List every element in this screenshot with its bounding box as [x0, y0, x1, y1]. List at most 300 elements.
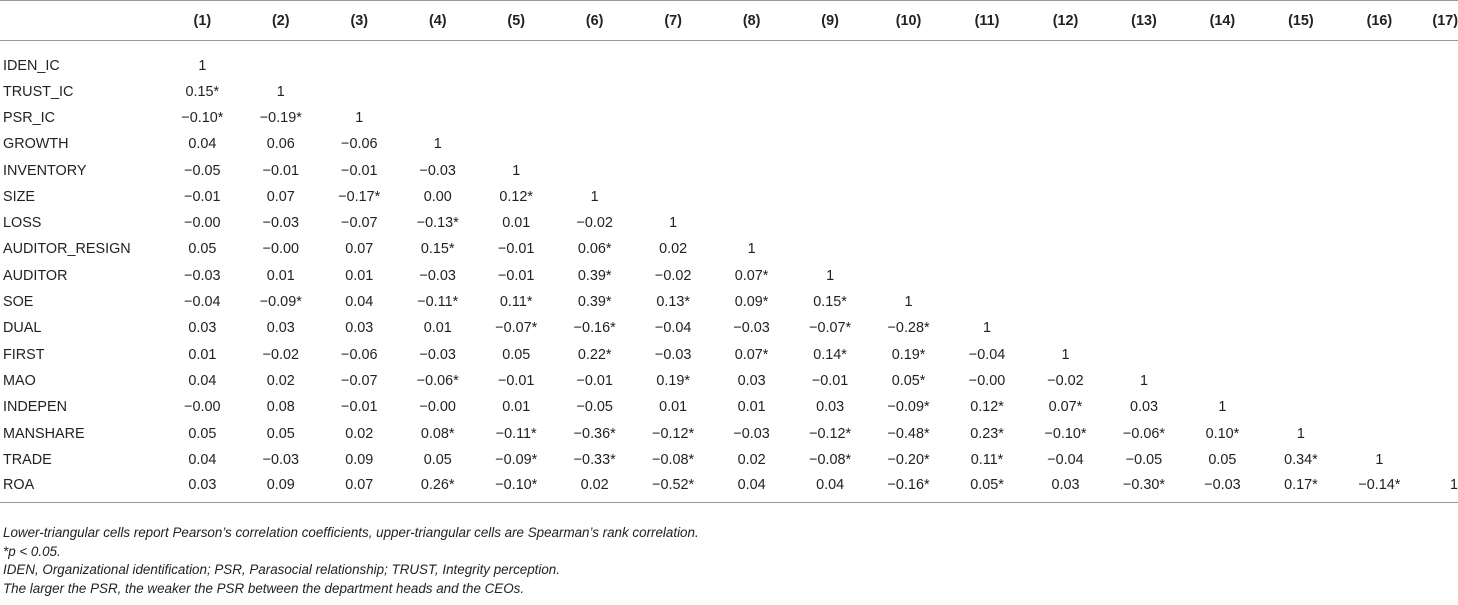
empty-cell — [869, 184, 947, 210]
empty-cell — [1262, 315, 1340, 341]
empty-cell — [1262, 105, 1340, 131]
column-header: (11) — [948, 1, 1026, 41]
empty-cell — [1105, 157, 1183, 183]
empty-cell — [320, 41, 398, 79]
correlation-cell: −0.03 — [184, 267, 221, 284]
correlation-cell: 0.03 — [816, 399, 845, 416]
correlation-cell: 0.07 — [345, 241, 374, 258]
correlation-cell: −0.07 — [341, 215, 378, 232]
row-label: LOSS — [3, 215, 42, 232]
footnote-abbreviations: IDEN, Organizational identification; PSR, Parasocial relationship; TRUST, Integrity perception. — [3, 562, 560, 578]
empty-cell — [1419, 184, 1458, 210]
correlation-cell: 0.04 — [345, 294, 374, 311]
empty-cell — [1183, 131, 1261, 157]
table-row — [0, 315, 1458, 341]
row-label: ROA — [0, 473, 163, 503]
empty-cell — [1105, 236, 1183, 262]
correlation-cell: −0.12* — [652, 425, 695, 442]
empty-cell — [1026, 289, 1104, 315]
empty-cell — [399, 105, 477, 131]
correlation-cell: 0.05 — [502, 346, 531, 363]
table-row — [0, 236, 1458, 262]
correlation-cell: −0.00 — [262, 241, 299, 258]
empty-cell — [1340, 420, 1418, 446]
empty-cell — [1340, 315, 1418, 341]
table-row — [0, 79, 1458, 105]
empty-cell — [1026, 315, 1104, 341]
empty-cell — [1262, 263, 1340, 289]
table-row — [0, 447, 1458, 473]
correlation-cell: −0.00 — [184, 215, 221, 232]
row-label: IDEN_IC — [3, 57, 60, 74]
correlation-cell: −0.10* — [477, 473, 555, 503]
empty-cell — [948, 236, 1026, 262]
table-row — [0, 473, 1458, 503]
empty-cell — [1419, 210, 1458, 236]
correlation-cell: 0.03 — [266, 320, 295, 337]
correlation-cell: 0.02 — [737, 451, 766, 468]
correlation-cell: −0.03 — [1183, 473, 1261, 503]
correlation-cell: 0.01 — [345, 267, 374, 284]
column-header: (12) — [1026, 1, 1104, 41]
empty-cell — [948, 105, 1026, 131]
correlation-cell: −0.03 — [654, 346, 692, 363]
correlation-cell: −0.13* — [416, 215, 459, 232]
correlation-cell: 0.09 — [345, 451, 374, 468]
correlation-cell: 0.01 — [266, 267, 295, 284]
empty-cell — [869, 105, 947, 131]
empty-cell — [1419, 447, 1458, 473]
correlation-cell: 0.09* — [734, 294, 769, 311]
empty-cell — [1262, 394, 1340, 420]
correlation-cell: −0.30* — [1105, 473, 1183, 503]
table-row — [0, 368, 1458, 394]
table-header — [0, 1, 1458, 41]
row-label: TRUST_IC — [3, 83, 74, 100]
column-header: (10) — [869, 1, 947, 41]
correlation-cell: −0.02 — [262, 346, 299, 363]
column-header: (9) — [791, 1, 869, 41]
table-row — [0, 157, 1458, 183]
correlation-cell: 0.03 — [163, 473, 241, 503]
correlation-cell: 0.26* — [399, 473, 477, 503]
correlation-cell: 1 — [1139, 372, 1148, 389]
correlation-cell: −0.19* — [259, 109, 302, 126]
empty-cell — [1105, 79, 1183, 105]
column-header: (8) — [712, 1, 790, 41]
correlation-cell: 1 — [669, 215, 678, 232]
correlation-cell: −0.00 — [184, 399, 221, 416]
row-label: PSR_IC — [3, 109, 55, 126]
correlation-cell: −0.10* — [1044, 425, 1087, 442]
correlation-cell: −0.00 — [419, 399, 456, 416]
empty-cell — [791, 41, 869, 79]
correlation-cell: 1 — [1061, 346, 1070, 363]
column-header: (6) — [555, 1, 633, 41]
correlation-cell: −0.01 — [576, 372, 613, 389]
empty-cell — [1026, 236, 1104, 262]
correlation-cell: 0.01 — [737, 399, 766, 416]
empty-cell — [1340, 341, 1418, 367]
empty-cell — [791, 105, 869, 131]
empty-cell — [1105, 315, 1183, 341]
empty-cell — [555, 41, 633, 79]
correlation-cell: 0.10* — [1205, 425, 1240, 442]
correlation-cell: 1 — [512, 162, 521, 179]
correlation-cell: 0.01 — [188, 346, 217, 363]
correlation-cell: −0.03 — [262, 215, 299, 232]
empty-cell — [712, 157, 790, 183]
correlation-cell: 0.01 — [659, 399, 688, 416]
row-label: FIRST — [3, 346, 45, 363]
correlation-cell: −0.07* — [809, 320, 852, 337]
empty-cell — [948, 131, 1026, 157]
correlation-cell: 0.14* — [813, 346, 847, 363]
correlation-cell: −0.08* — [809, 451, 852, 468]
correlation-cell: −0.03 — [419, 162, 456, 179]
correlation-cell: 0.04 — [712, 473, 790, 503]
correlation-cell: 1 — [983, 320, 992, 337]
empty-cell — [712, 79, 790, 105]
correlation-cell: 0.02 — [266, 372, 295, 389]
empty-cell — [1340, 236, 1418, 262]
empty-cell — [1105, 289, 1183, 315]
correlation-cell: 0.23* — [970, 425, 1004, 442]
correlation-cell: −0.48* — [887, 425, 930, 442]
correlation-cell: −0.12* — [809, 425, 852, 442]
empty-cell — [1183, 157, 1261, 183]
empty-cell — [555, 79, 633, 105]
correlation-cell: 0.11* — [499, 294, 533, 311]
empty-cell — [869, 210, 947, 236]
correlation-cell: −0.20* — [887, 451, 930, 468]
correlation-cell: −0.03 — [733, 425, 770, 442]
correlation-cell: −0.09* — [259, 294, 302, 311]
empty-cell — [555, 131, 633, 157]
correlation-cell: 1 — [904, 294, 913, 311]
row-label: SOE — [3, 294, 34, 311]
correlation-cell: 1 — [355, 109, 364, 126]
empty-cell — [320, 79, 398, 105]
row-label: INVENTORY — [3, 162, 87, 179]
correlation-cell: −0.00 — [968, 372, 1006, 389]
correlation-cell: −0.10* — [181, 109, 224, 126]
correlation-cell: −0.52* — [634, 473, 712, 503]
empty-cell — [634, 105, 712, 131]
correlation-cell: −0.09* — [495, 451, 538, 468]
correlation-cell: −0.06 — [341, 346, 378, 363]
header-row — [0, 1, 1458, 41]
footnote-significance: *p < 0.05. — [3, 543, 61, 559]
correlation-cell: 1 — [747, 241, 756, 258]
correlation-cell: −0.03 — [262, 451, 299, 468]
correlation-cell: 0.19* — [656, 372, 690, 389]
correlation-cell: 0.07 — [320, 473, 398, 503]
correlation-cell: −0.07* — [495, 320, 538, 337]
correlation-cell: 0.01 — [423, 320, 452, 337]
table-footnotes — [3, 524, 699, 598]
correlation-cell: −0.04 — [184, 294, 221, 311]
footnote-correlation-method: Lower-triangular cells report Pearson’s correlation coefficients, upper-triangular cells are Spearman’s rank correlation. — [3, 525, 699, 540]
empty-cell — [1026, 79, 1104, 105]
empty-cell — [1419, 41, 1458, 79]
correlation-cell: 0.11* — [970, 451, 1004, 468]
correlation-cell: −0.16* — [573, 320, 616, 337]
empty-cell — [477, 105, 555, 131]
correlation-cell: −0.01 — [262, 162, 299, 179]
correlation-cell: −0.03 — [419, 346, 456, 363]
footnote-psr-interpretation: The larger the PSR, the weaker the PSR between the department heads and the CEOs. — [3, 580, 525, 596]
column-header: (5) — [477, 1, 555, 41]
empty-cell — [1105, 210, 1183, 236]
correlation-cell: −0.01 — [497, 241, 535, 258]
empty-cell — [1183, 184, 1261, 210]
empty-cell — [712, 105, 790, 131]
correlation-cell: 0.02 — [659, 241, 688, 258]
correlation-cell: 1 — [433, 136, 442, 153]
empty-cell — [1183, 341, 1261, 367]
correlation-cell: 0.07* — [734, 267, 769, 284]
correlation-cell: 0.22* — [577, 346, 612, 363]
correlation-cell: 0.05 — [188, 425, 217, 442]
empty-cell — [1419, 368, 1458, 394]
correlation-cell: −0.05 — [1125, 451, 1163, 468]
empty-cell — [477, 131, 555, 157]
correlation-cell: 1 — [198, 57, 207, 74]
empty-cell — [1419, 420, 1458, 446]
correlation-cell: 1 — [826, 267, 835, 284]
empty-cell — [1340, 131, 1418, 157]
correlation-cell: 0.06 — [266, 136, 295, 153]
empty-cell — [1026, 157, 1104, 183]
correlation-cell: −0.07 — [341, 372, 378, 389]
empty-cell — [791, 131, 869, 157]
empty-cell — [869, 131, 947, 157]
empty-cell — [1262, 157, 1340, 183]
empty-cell — [1262, 79, 1340, 105]
correlation-cell: 1 — [1218, 399, 1227, 416]
row-label: AUDITOR_RESIGN — [3, 241, 131, 258]
correlation-cell: 0.05 — [188, 241, 217, 258]
table-row — [0, 210, 1458, 236]
correlation-cell: 1 — [590, 188, 599, 205]
empty-cell — [634, 157, 712, 183]
correlation-cell: 0.04 — [188, 372, 217, 389]
correlation-cell: −0.02 — [576, 215, 613, 232]
empty-cell — [634, 184, 712, 210]
empty-cell — [948, 263, 1026, 289]
correlation-cell: 0.39* — [577, 294, 612, 311]
correlation-cell: −0.06* — [416, 372, 459, 389]
correlation-cell: 0.01 — [502, 215, 531, 232]
correlation-cell: 0.05 — [266, 425, 295, 442]
empty-cell — [1105, 184, 1183, 210]
correlation-cell: −0.08* — [652, 451, 695, 468]
correlation-cell: −0.11* — [495, 425, 537, 442]
column-header: (7) — [634, 1, 712, 41]
correlation-cell: −0.01 — [184, 188, 221, 205]
empty-cell — [477, 79, 555, 105]
correlation-cell: 0.13* — [656, 294, 690, 311]
correlation-cell: 0.17* — [1262, 473, 1340, 503]
correlation-cell: 0.07* — [1048, 399, 1083, 416]
empty-cell — [1026, 210, 1104, 236]
empty-cell — [634, 41, 712, 79]
empty-cell — [1340, 394, 1418, 420]
correlation-cell: −0.01 — [341, 162, 378, 179]
empty-cell — [1026, 131, 1104, 157]
correlation-cell: 0.04 — [188, 451, 217, 468]
correlation-cell: 0.19* — [891, 346, 926, 363]
empty-cell — [1340, 368, 1418, 394]
empty-cell — [1419, 289, 1458, 315]
empty-cell — [1340, 184, 1418, 210]
empty-cell — [1419, 79, 1458, 105]
correlation-cell: 0.03 — [1129, 399, 1158, 416]
empty-cell — [948, 210, 1026, 236]
correlation-cell: 0.02 — [555, 473, 633, 503]
correlation-cell: 0.01 — [502, 399, 531, 416]
empty-cell — [869, 157, 947, 183]
table-row — [0, 184, 1458, 210]
empty-cell — [1340, 263, 1418, 289]
empty-cell — [242, 41, 320, 79]
correlation-cell: 0.05 — [1208, 451, 1237, 468]
correlation-cell: 0.03 — [188, 320, 217, 337]
correlation-cell: −0.04 — [1047, 451, 1084, 468]
empty-cell — [1026, 184, 1104, 210]
correlation-cell: 0.04 — [791, 473, 869, 503]
correlation-cell: −0.03 — [733, 320, 770, 337]
correlation-cell: 0.05 — [423, 451, 452, 468]
correlation-cell: 0.39* — [577, 267, 612, 284]
empty-cell — [791, 79, 869, 105]
empty-cell — [1026, 105, 1104, 131]
correlation-cell: 0.05* — [891, 372, 926, 389]
empty-cell — [1183, 315, 1261, 341]
column-header: (14) — [1183, 1, 1261, 41]
empty-cell — [1262, 341, 1340, 367]
empty-cell — [1419, 131, 1458, 157]
correlation-cell: −0.14* — [1340, 473, 1418, 503]
empty-cell — [791, 184, 869, 210]
table-body — [0, 41, 1458, 503]
correlation-cell: 1 — [276, 83, 285, 100]
correlation-cell: 0.00 — [423, 188, 452, 205]
empty-cell — [869, 79, 947, 105]
correlation-cell: 0.15* — [813, 294, 847, 311]
row-label: INDEPEN — [3, 399, 67, 416]
empty-cell — [1262, 184, 1340, 210]
empty-cell — [791, 210, 869, 236]
empty-cell — [1262, 368, 1340, 394]
table-row — [0, 341, 1458, 367]
correlation-cell: −0.01 — [341, 399, 378, 416]
correlation-cell: −0.04 — [654, 320, 692, 337]
table-row — [0, 105, 1458, 131]
correlation-cell: −0.09* — [887, 399, 930, 416]
empty-cell — [1183, 236, 1261, 262]
correlation-cell: −0.17* — [338, 188, 381, 205]
correlation-cell: −0.04 — [968, 346, 1006, 363]
empty-cell — [1105, 105, 1183, 131]
empty-cell — [1183, 41, 1261, 79]
empty-cell — [1419, 394, 1458, 420]
row-label: GROWTH — [3, 136, 69, 153]
empty-cell — [948, 79, 1026, 105]
correlation-cell: −0.01 — [497, 267, 535, 284]
correlation-cell: 1 — [1296, 425, 1305, 442]
correlation-cell: 0.15* — [420, 241, 455, 258]
correlation-cell: 1 — [1419, 473, 1458, 503]
empty-cell — [1183, 289, 1261, 315]
empty-cell — [712, 184, 790, 210]
empty-cell — [869, 236, 947, 262]
row-label: TRADE — [3, 451, 52, 468]
empty-cell — [1262, 289, 1340, 315]
row-label: MAO — [3, 372, 36, 389]
empty-cell — [1419, 341, 1458, 367]
table-row — [0, 394, 1458, 420]
empty-cell — [1105, 41, 1183, 79]
empty-cell — [555, 105, 633, 131]
header-corner — [0, 1, 163, 41]
correlation-cell: 0.12* — [970, 399, 1004, 416]
empty-cell — [1183, 210, 1261, 236]
row-label: MANSHARE — [3, 425, 85, 442]
empty-cell — [1419, 315, 1458, 341]
empty-cell — [1183, 79, 1261, 105]
correlation-cell: −0.16* — [869, 473, 947, 503]
empty-cell — [712, 41, 790, 79]
column-header: (4) — [399, 1, 477, 41]
empty-cell — [712, 210, 790, 236]
column-header: (13) — [1105, 1, 1183, 41]
empty-cell — [948, 184, 1026, 210]
correlation-cell: −0.05 — [576, 399, 613, 416]
empty-cell — [1105, 341, 1183, 367]
empty-cell — [1183, 263, 1261, 289]
correlation-cell: −0.01 — [497, 372, 535, 389]
table-row — [0, 289, 1458, 315]
column-header: (1) — [163, 1, 241, 41]
correlation-cell: 0.06* — [577, 241, 612, 258]
column-header: (15) — [1262, 1, 1340, 41]
correlation-cell: −0.33* — [573, 451, 616, 468]
table-row — [0, 131, 1458, 157]
row-label: DUAL — [3, 320, 42, 337]
empty-cell — [1419, 236, 1458, 262]
empty-cell — [399, 79, 477, 105]
table-row — [0, 41, 1458, 79]
empty-cell — [1419, 157, 1458, 183]
correlation-cell: −0.03 — [419, 267, 456, 284]
empty-cell — [555, 157, 633, 183]
correlation-cell: −0.06 — [341, 136, 378, 153]
empty-cell — [1262, 131, 1340, 157]
empty-cell — [948, 289, 1026, 315]
correlation-cell: −0.05 — [184, 162, 221, 179]
empty-cell — [948, 41, 1026, 79]
empty-cell — [1340, 157, 1418, 183]
empty-cell — [1183, 105, 1261, 131]
correlation-cell: 0.12* — [499, 188, 533, 205]
correlation-cell: 1 — [1375, 451, 1384, 468]
correlation-cell: 0.03 — [737, 372, 766, 389]
empty-cell — [1340, 79, 1418, 105]
empty-cell — [1183, 368, 1261, 394]
empty-cell — [1026, 41, 1104, 79]
